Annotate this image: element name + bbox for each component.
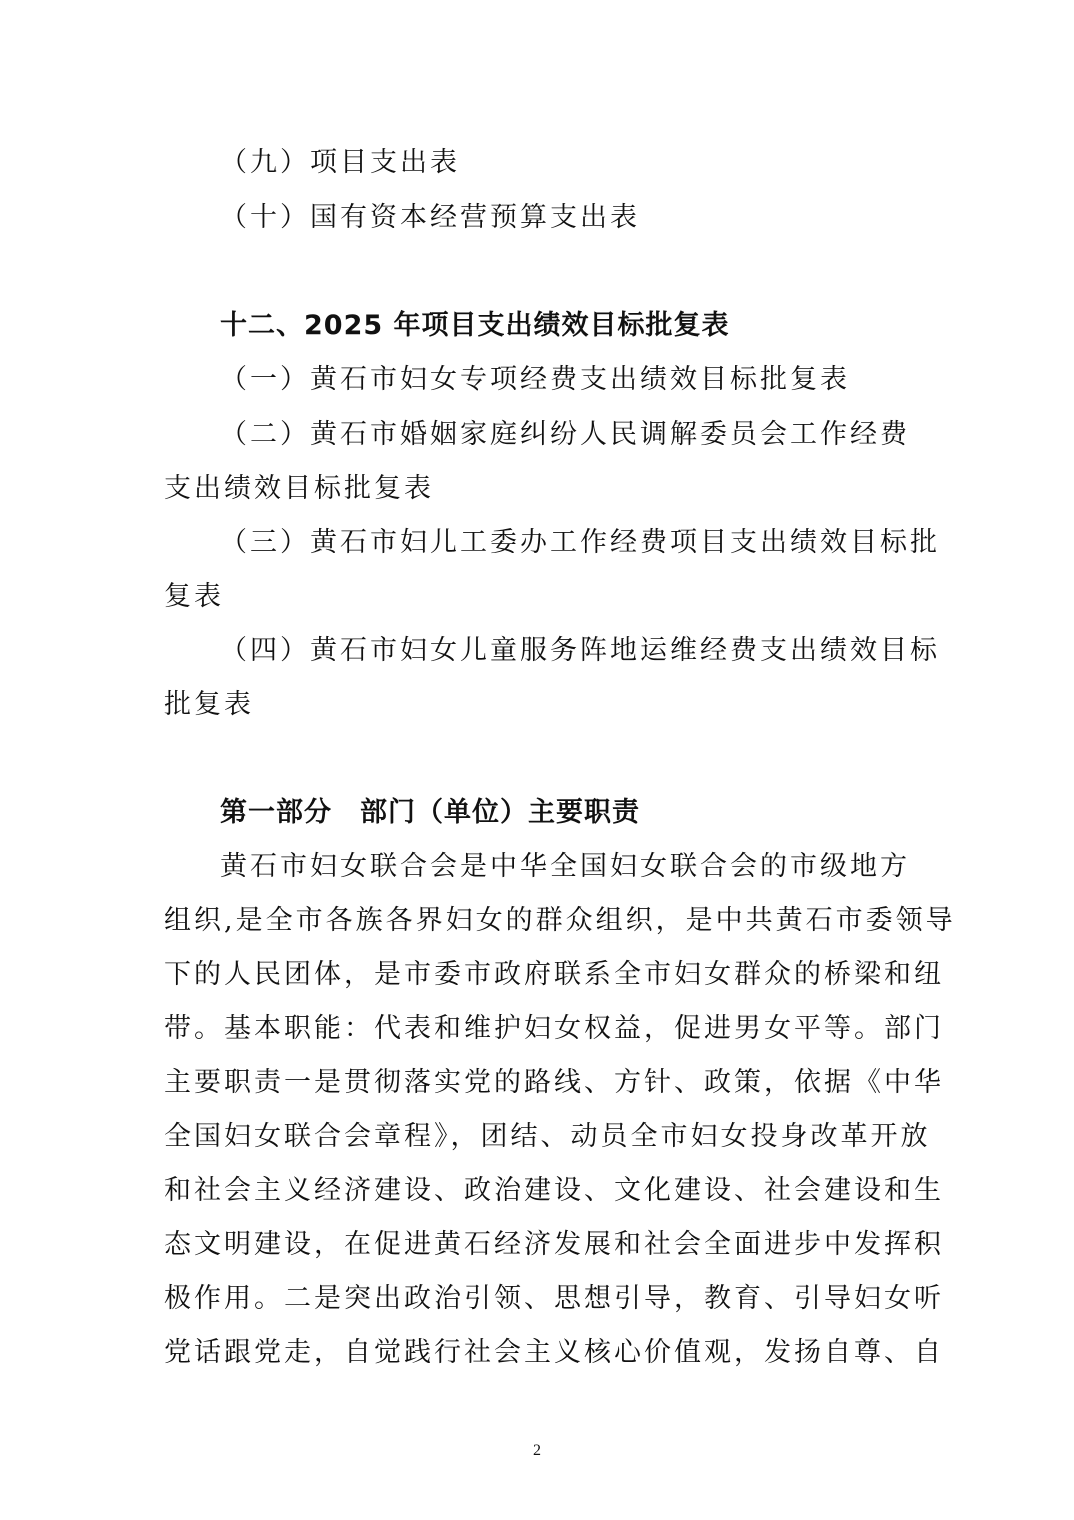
paragraph-line: 黄石市妇女联合会是中华全国妇女联合会的市级地方 [220, 851, 910, 882]
paragraph-line: 极作用。二是突出政治引领、思想引导，教育、引导妇女听 [164, 1283, 944, 1314]
page-number: 2 [533, 1442, 541, 1459]
paragraph-line: 带。基本职能：代表和维护妇女权益，促进男女平等。部门 [164, 1013, 944, 1044]
list-item-9: （九）项目支出表 [220, 147, 460, 178]
part-1-heading: 第一部分 部门（单位）主要职责 [220, 797, 640, 828]
section-12-item-2-line-2: 支出绩效目标批复表 [164, 473, 434, 504]
paragraph-line: 主要职责一是贯彻落实党的路线、方针、政策，依据《中华 [164, 1067, 944, 1098]
section-12-item-1: （一）黄石市妇女专项经费支出绩效目标批复表 [220, 364, 850, 395]
section-12-item-3-line-2: 复表 [164, 581, 224, 612]
paragraph-line: 组织,是全市各族各界妇女的群众组织，是中共黄石市委领导 [164, 905, 956, 936]
paragraph-line: 党话跟党走，自觉践行社会主义核心价值观，发扬自尊、自 [164, 1337, 944, 1368]
section-12-item-2-line-1: （二）黄石市婚姻家庭纠纷人民调解委员会工作经费 [220, 419, 910, 450]
section-12-heading: 十二、2025 年项目支出绩效目标批复表 [220, 310, 730, 341]
paragraph-line: 态文明建设，在促进黄石经济发展和社会全面进步中发挥积 [164, 1229, 944, 1260]
section-12-item-4-line-1: （四）黄石市妇女儿童服务阵地运维经费支出绩效目标 [220, 635, 940, 666]
section-12-item-4-line-2: 批复表 [164, 689, 254, 720]
paragraph-line: 全国妇女联合会章程》，团结、动员全市妇女投身改革开放 [164, 1121, 931, 1152]
paragraph-line: 和社会主义经济建设、政治建设、文化建设、社会建设和生 [164, 1175, 944, 1206]
paragraph-line: 下的人民团体，是市委市政府联系全市妇女群众的桥梁和纽 [164, 959, 944, 990]
section-12-item-3-line-1: （三）黄石市妇儿工委办工作经费项目支出绩效目标批 [220, 527, 940, 558]
list-item-10: （十）国有资本经营预算支出表 [220, 202, 640, 233]
